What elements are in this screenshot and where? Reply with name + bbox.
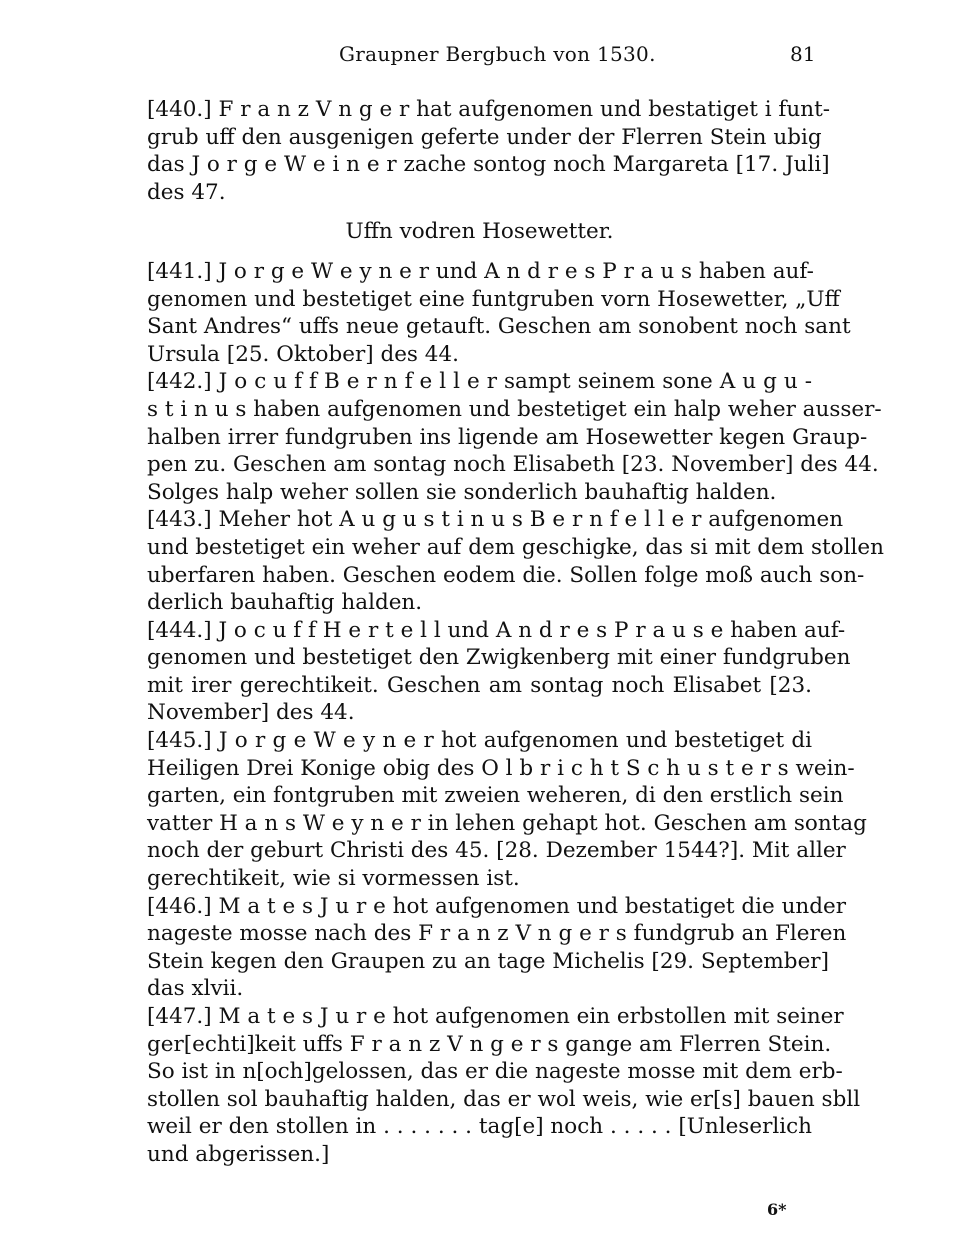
- text-line: derlich bauhaftig halden.: [147, 590, 423, 616]
- entry-441: [147, 258, 851, 368]
- text-line: uberfaren haben. Geschen eodem die. Sollen folge moß auch son-: [147, 562, 865, 588]
- text-line: s t i n u s haben aufgenomen und bestetiget ein halp weher ausser-: [147, 396, 882, 422]
- text-line: noch der geburt Christi des 45. [28. Dezember 1544?]. Mit aller: [147, 838, 846, 864]
- text-line: [441.] J o r g e W e y n e r und A n d r e s P r a u s haben auf-: [147, 258, 814, 284]
- text-line: [446.] M a t e s J u r e hot aufgenomen und bestatiget die under: [147, 893, 847, 919]
- text-line: ger[echti]keit uffs F r a n z V n g e r s gange am Flerren Stein.: [147, 1031, 832, 1057]
- text-line: und bestetiget ein weher auf dem geschigke, das si mit dem stollen: [147, 534, 884, 560]
- text-line: November] des 44.: [147, 700, 355, 726]
- text-line: pen zu. Geschen am sontag noch Elisabeth [23. November] des 44.: [147, 452, 879, 478]
- page-number: 81: [790, 42, 816, 66]
- text-line: gerechtikeit, wie si vormessen ist.: [147, 866, 520, 892]
- entry-442: [147, 368, 882, 506]
- section-heading: Uffn vodren Hosewetter.: [345, 219, 614, 245]
- text-line: Solges halp weher sollen sie sonderlich bauhaftig halden.: [147, 479, 777, 505]
- spacer: [147, 246, 812, 258]
- text-line: grub uff den ausgenigen geferte under der Flerren Stein ubig: [147, 124, 822, 150]
- text-line: [442.] J o c u f f B e r n f e l l e r sampt seinem sone A u g u -: [147, 369, 812, 395]
- text-line: [443.] Meher hot A u g u s t i n u s B e r n f e l l e r aufgenomen: [147, 507, 844, 533]
- text-line: stollen sol bauhaftig halden, das er wol weis, wie er[s] bauen sbll: [147, 1086, 861, 1112]
- entry-443: [147, 506, 884, 616]
- text-line: Stein kegen den Graupen zu an tage Michelis [29. September]: [147, 948, 829, 974]
- text-line: und abgerissen.]: [147, 1141, 330, 1167]
- text-line: das J o r g e W e i n e r zache sontog noch Margareta [17. Juli]: [147, 152, 830, 178]
- text-line: [444.] J o c u f f H e r t e l l und A n d r e s P r a u s e haben auf-: [147, 617, 846, 643]
- text-line: [445.] J o r g e W e y n e r hot aufgenomen und bestetiget di: [147, 728, 812, 754]
- text-line: [440.] F r a n z V n g e r hat aufgenomen und bestatiget i funt-: [147, 97, 830, 122]
- text-line: garten, ein fontgruben mit zweien weheren, di den erstlich sein: [147, 783, 844, 809]
- entry-447: [147, 1003, 861, 1169]
- text-line: halben irrer fundgruben ins ligende am Hosewetter kegen Graup-: [147, 424, 868, 450]
- text-line: Sant Andres“ uffs neue getauft. Geschen am sonobent noch sant: [147, 314, 851, 340]
- text-line: [447.] M a t e s J u r e hot aufgenomen ein erbstollen mit seiner: [147, 1004, 844, 1029]
- signature-mark: 6*: [767, 1200, 787, 1219]
- text-line: weil er den stollen in . . . . . . . tag[e] noch . . . . . [Unleserlich: [147, 1114, 812, 1140]
- text-line: Ursula [25. Oktober] des 44.: [147, 341, 459, 367]
- entry-445: [147, 727, 867, 893]
- text-line: genomen und bestetiget den Zwigkenberg mit einer fundgruben: [147, 645, 851, 671]
- text-line: Heiligen Drei Konige obig des O l b r i c h t S c h u s t e r s wein-: [147, 755, 855, 781]
- text-line: vatter H a n s W e y n e r in lehen gehapt hot. Geschen am sontag: [147, 810, 867, 836]
- text-line: So ist in n[och]gelossen, das er die nageste mosse mit dem erb-: [147, 1059, 843, 1085]
- entry-444: [147, 617, 851, 727]
- text-line: genomen und bestetiget eine funtgruben vorn Hosewetter, „Uff: [147, 286, 840, 312]
- body-text: [147, 96, 884, 1169]
- text-line: des 47.: [147, 179, 226, 205]
- text-line: mit irer gerechtikeit. Geschen am sontag noch Elisabet [23.: [147, 672, 812, 698]
- entry-440: [147, 96, 830, 206]
- spacer: [147, 206, 812, 218]
- entry-446: [147, 893, 847, 1003]
- running-head: Graupner Bergbuch von 1530.: [339, 42, 656, 66]
- text-line: das xlvii.: [147, 976, 244, 1002]
- text-line: nageste mosse nach des F r a n z V n g e r s fundgrub an Fleren: [147, 921, 847, 947]
